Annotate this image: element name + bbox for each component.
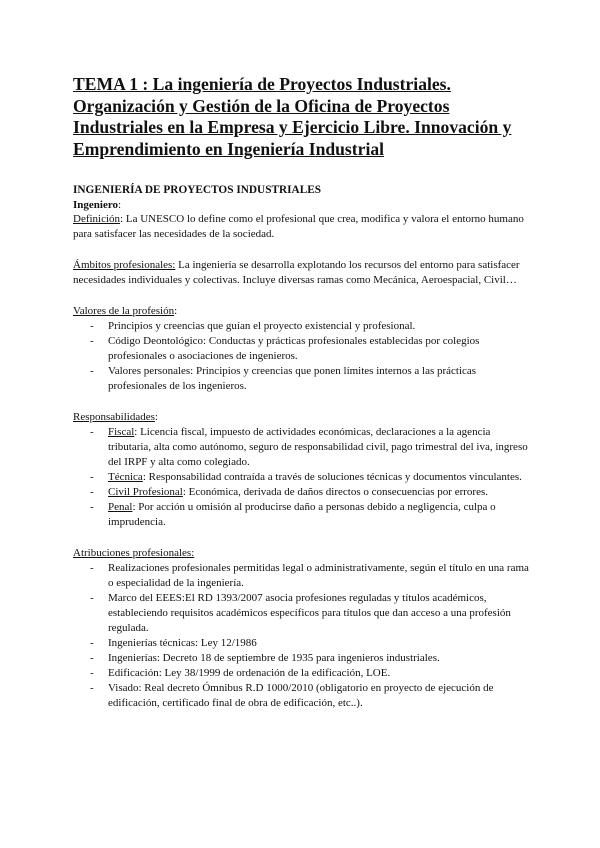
definicion-text: : La UNESCO lo define como el profesional que crea, modifica y valora el entorno humano para satisfacer las necesidades de la sociedad. xyxy=(73,213,524,240)
responsabilidades-colon: : xyxy=(154,411,158,423)
list-item: - Valores personales: Principios y creencias que ponen límites internos a las prácticas profesionales de los ingenieros. xyxy=(73,364,535,394)
ambitos-label: Ámbitos profesionales: xyxy=(73,259,176,271)
civil-text: : Económica, derivada de daños directos o consecuencias por errores. xyxy=(182,486,488,498)
definicion-paragraph xyxy=(73,212,535,242)
tecnica-text: : Responsabilidad contraída a través de soluciones técnicas y documentos vinculantes. xyxy=(142,471,522,483)
fiscal-label: Fiscal xyxy=(108,426,135,438)
ambitos-text: La ingeniería se desarrolla explotando los recursos del entorno para satisfacer necesidades individuales y colectivas. Incluye diversas ramas como Mecánica, Aeroespacial, Civil… xyxy=(73,259,520,286)
ambitos-paragraph xyxy=(73,258,535,288)
list-item: - Visado: Real decreto Ómnibus R.D 1000/2010 (obligatorio en proyecto de ejecución de edificación, certificado final de obra de edificación, etc..). xyxy=(73,681,535,711)
list-item xyxy=(73,485,535,500)
ingeniero-label: Ingeniero xyxy=(73,199,119,211)
valores-label: Valores de la profesión xyxy=(73,305,175,317)
penal-text: : Por acción u omisión al producirse daño a personas debido a negligencia, culpa o imprudencia. xyxy=(108,501,496,528)
section-title: INGENIERÍA DE PROYECTOS INDUSTRIALES xyxy=(73,184,322,196)
responsabilidades-list xyxy=(73,425,535,530)
list-item: - Principios y creencias que guían el proyecto existencial y profesional. xyxy=(73,319,535,334)
list-item: - Ingenierías: Decreto 18 de septiembre de 1935 para ingenieros industriales. xyxy=(73,651,535,666)
ingeniero-heading xyxy=(73,199,535,212)
list-item: - Ingenierías técnicas: Ley 12/1986 xyxy=(73,636,535,651)
list-item xyxy=(73,470,535,485)
tecnica-label: Técnica xyxy=(108,471,143,483)
document-title: TEMA 1 : La ingeniería de Proyectos Industriales. Organización y Gestión de la Oficina de Proyectos Industriales en la Empresa y Ejercicio Libre. Innovación y Emprendimiento en Ingeniería Industrial xyxy=(73,74,512,159)
ingeniero-colon: : xyxy=(118,199,122,211)
list-item: - Edificación: Ley 38/1999 de ordenación de la edificación, LOE. xyxy=(73,666,535,681)
definicion-label: Definición xyxy=(73,213,121,225)
atribuciones-heading xyxy=(73,546,535,561)
list-item xyxy=(73,425,535,470)
valores-colon: : xyxy=(174,305,178,317)
penal-label: Penal xyxy=(108,501,133,513)
document-page xyxy=(73,74,535,711)
list-item: - Código Deontológico: Conductas y prácticas profesionales establecidas por colegios profesionales o asociaciones de ingenieros. xyxy=(73,334,535,364)
fiscal-text: : Licencia fiscal, impuesto de actividades económicas, declaraciones a la agencia tributaria, alta como autónomo, seguro de responsabilidad civil, pago trimestral del iva, ingreso del IRPF y alta como colegiado. xyxy=(108,426,528,468)
civil-label: Civil Profesional xyxy=(108,486,183,498)
list-item: - Realizaciones profesionales permitidas legal o administrativamente, según el título en una rama o especialidad de la ingeniería. xyxy=(73,561,535,591)
list-item xyxy=(73,500,535,530)
responsabilidades-heading xyxy=(73,410,535,425)
valores-list xyxy=(73,319,535,394)
responsabilidades-label: Responsabilidades xyxy=(73,411,155,423)
atribuciones-label: Atribuciones profesionales: xyxy=(73,547,195,559)
atribuciones-list xyxy=(73,561,535,711)
valores-heading xyxy=(73,304,535,319)
list-item: - Marco del EEES:El RD 1393/2007 asocia profesiones reguladas y títulos académicos, estableciendo requisitos académicos específicos para títulos que dan acceso a una profesión regulada. xyxy=(73,591,535,636)
